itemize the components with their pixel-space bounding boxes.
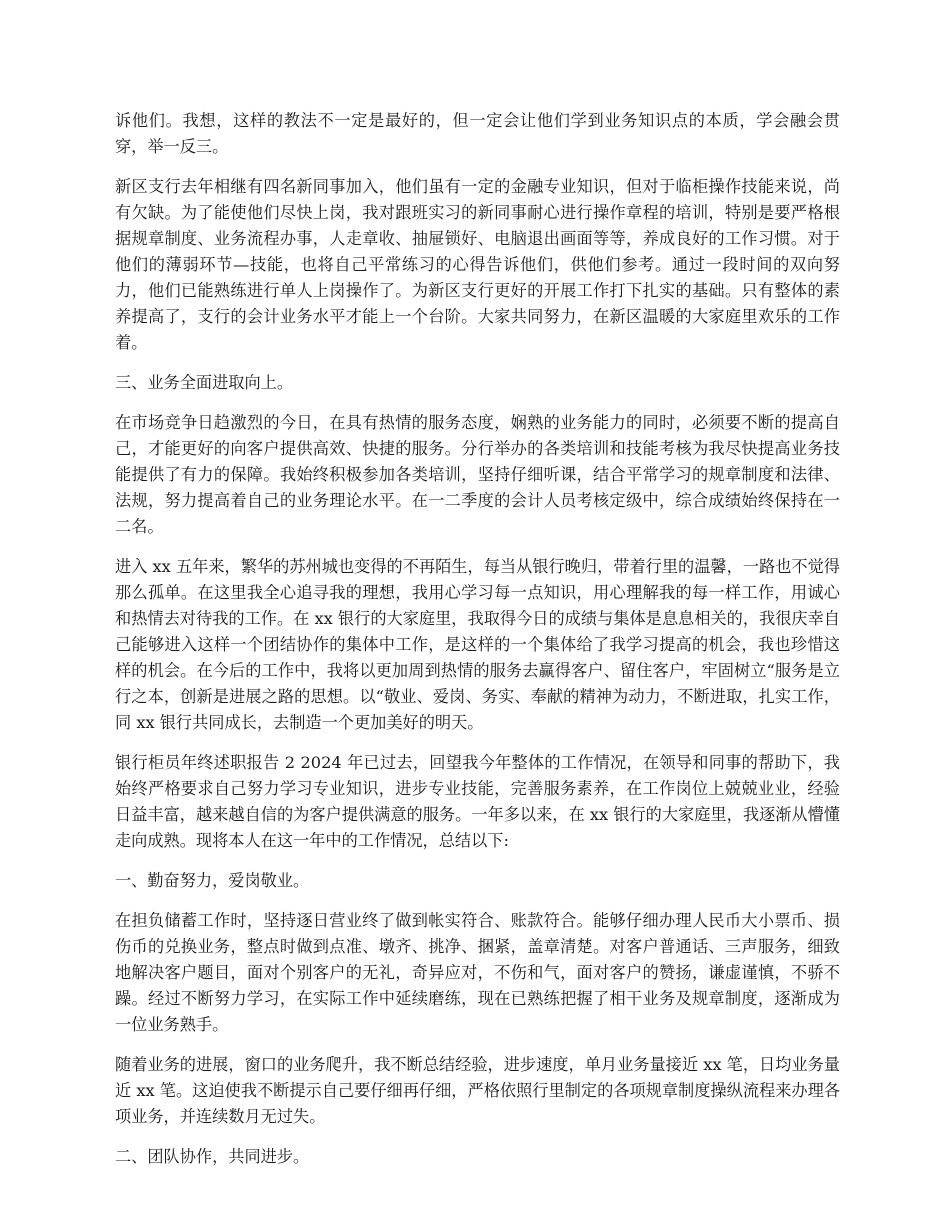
paragraph-annual-report-intro: 银行柜员年终述职报告 2 2024 年已过去，回望我今年整体的工作情况，在领导和同事的帮助下，我始终严格要求自己努力学习专业知识，进步专业技能，完善服务素养，在工作岗位上兢兢业业，经验日益丰富，越来越自信的为客户提供满意的服务。一年多以来，在 xx 银行的大家庭里，我逐渐从懵懂走向成熟。现将本人在这一年中的工作情况，总结以下: [115,753,840,850]
paragraph-new-colleagues: 新区支行去年相继有四名新同事加入，他们虽有一定的金融专业知识，但对于临柜操作技能来说，尚有欠缺。为了能使他们尽快上岗，我对跟班实习的新同事耐心进行操作章程的培训，特别是要严格根据规章制度、业务流程办事，人走章收、抽屉锁好、电脑退出画面等等，养成良好的工作习惯。对于他们的薄弱环节—技能，也将自己平常练习的心得告诉他们，供他们参考。通过一段时间的双向努力，他们已能熟练进行单人上岗操作了。为新区支行更好的开展工作打下扎实的基础。只有整体的素养提高了，支行的会计业务水平才能上一个台阶。大家共同努力，在新区温暖的大家庭里欢乐的工作着。 [115,177,840,352]
document-body [115,108,840,1184]
paragraph-teaching-method: 诉他们。我想，这样的教法不一定是最好的，但一定会让他们学到业务知识点的本质，学会融会贯穿，举一反三。 [115,111,840,156]
paragraph-market-competition: 在市场竞争日趋激烈的今日，在具有热情的服务态度，娴熟的业务能力的同时，必须要不断的提高自己，才能更好的向客户提供高效、快捷的服务。分行举办的各类培训和技能考核为我尽快提高业务技能提供了有力的保障。我始终积极参加各类培训，坚持仔细听课，结合平常学习的规章制度和法律、法规，努力提高着自己的业务理论水平。在一二季度的会计人员考核定级中，综合成绩始终保持在一二名。 [115,413,840,536]
paragraph-business-growth: 随着业务的进展，窗口的业务爬升，我不断总结经验，进步速度，单月业务量接近 xx 笔，日均业务量近 xx 笔。这迫使我不断提示自己要仔细再仔细，严格依照行里制定的各项规章制度操纵流程来办理各项业务，并连续数月无过失。 [115,1055,840,1126]
paragraph-five-years: 进入 xx 五年来，繁华的苏州城也变得的不再陌生，每当从银行晚归，带着行里的温馨，一路也不觉得那么孤单。在这里我全心追寻我的理想，我用心学习每一点知识，用心理解我的每一样工作，用诚心和热情去对待我的工作。在 xx 银行的大家庭里，我取得今日的成绩与集体是息息相关的，我很庆幸自己能够进入这样一个团结协作的集体中工作，是这样的一个集体给了我学习提高的机会，我也珍惜这样的机会。在今后的工作中，我将以更加周到热情的服务去赢得客户、留住客户，牢固树立“服务是立行之本，创新是进展之路的思想。以“敬业、爱岗、务实、奉献的精神为动力，不断进取，扎实工作，同 xx 银行共同成长，去制造一个更加美好的明天。 [115,557,840,732]
paragraph-savings-work: 在担负储蓄工作时，坚持逐日营业终了做到帐实符合、账款符合。能够仔细办理人民币大小票币、损伤币的兑换业务，整点时做到点准、墩齐、挑净、捆紧，盖章清楚。对客户普通话、三声服务，细致地解决客户题目，面对个别客户的无礼，奇异应对，不伤和气，面对客户的赞扬，谦虚谨慎，不骄不躁。经过不断努力学习，在实际工作中延续磨练，现在已熟练把握了相干业务及规章制度，逐渐成为一位业务熟手。 [115,911,840,1034]
section-heading-teamwork: 二、团队协作，共同进步。 [115,1147,310,1166]
section-heading-business-progress: 三、业务全面进取向上。 [115,373,294,392]
section-heading-diligence: 一、勤奋努力，爱岗敬业。 [115,871,310,890]
